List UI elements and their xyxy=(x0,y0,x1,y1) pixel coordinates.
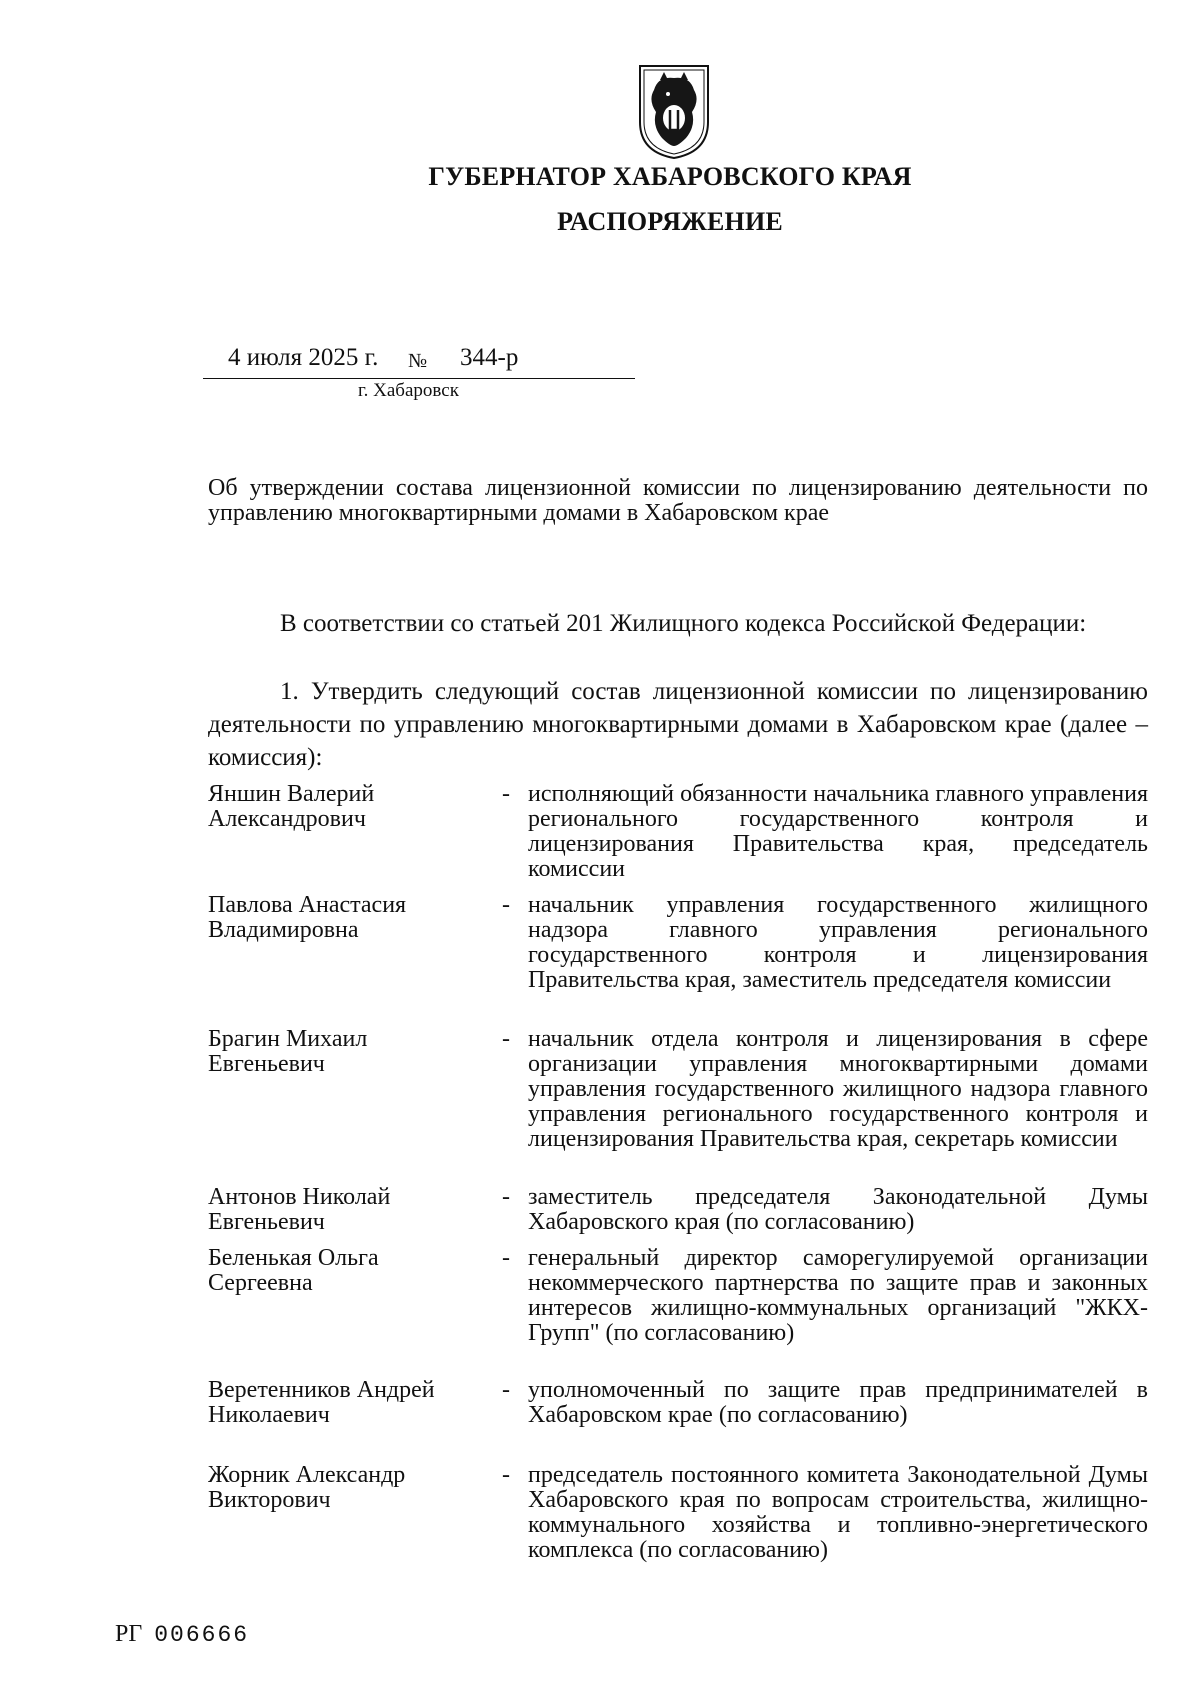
document-subject: Об утверждении состава лицензионной комиссии по лицензированию деятельности по управлению многоквартирными домами в Хабаровском крае xyxy=(208,475,1148,526)
member-dash: - xyxy=(502,1377,510,1403)
document-date: 4 июля 2025 г. xyxy=(228,344,379,371)
member-name: Беленькая Ольга Сергеевна xyxy=(208,1245,379,1296)
document-city: г. Хабаровск xyxy=(358,380,459,401)
form-code: 006666 xyxy=(154,1622,250,1648)
member-name: Павлова Анастасия Владимировна xyxy=(208,892,407,943)
member-role: начальник управления государственного жилищного надзора главного управления регионального государственного контроля и лицензирования Правительства края, заместитель председателя комиссии xyxy=(528,892,1148,993)
member-name: Яншин Валерий Александрович xyxy=(208,781,375,832)
form-series-footer xyxy=(115,1621,249,1648)
point-1-paragraph: 1. Утвердить следующий состав лицензионной комиссии по лицензированию деятельности по управлению многоквартирными домами в Хабаровском крае (далее – комиссия): xyxy=(208,678,1148,771)
member-role: уполномоченный по защите прав предпринимателей в Хабаровском крае (по согласованию) xyxy=(528,1377,1148,1428)
member-dash: - xyxy=(502,781,510,807)
member-dash: - xyxy=(502,1245,510,1271)
authority-title: ГУБЕРНАТОР ХАБАРОВСКОГО КРАЯ xyxy=(428,162,912,191)
member-name: Веретенников Андрей Николаевич xyxy=(208,1377,435,1428)
document-number: 344-р xyxy=(460,344,519,371)
member-role: председатель постоянного комитета Законодательной Думы Хабаровского края по вопросам строительства, жилищно-коммунального хозяйства и топливно-энергетического комплекса (по согласованию) xyxy=(528,1462,1148,1563)
coat-of-arms-icon xyxy=(634,60,714,160)
member-role: заместитель председателя Законодательной Думы Хабаровского края (по согласованию) xyxy=(528,1184,1148,1235)
member-role: исполняющий обязанности начальника главного управления регионального государственного контроля и лицензирования Правительства края, председатель комиссии xyxy=(528,781,1148,882)
member-name: Жорник Александр Викторович xyxy=(208,1462,406,1513)
member-dash: - xyxy=(502,1184,510,1210)
member-role: начальник отдела контроля и лицензирования в сфере организации управления многоквартирными домами управления государственного жилищного надзора главного управления регионального государственного контроля и лицензирования Правительства края, секретарь комиссии xyxy=(528,1026,1148,1152)
form-series: РГ xyxy=(115,1621,143,1647)
member-dash: - xyxy=(502,1026,510,1052)
document-type: РАСПОРЯЖЕНИЕ xyxy=(557,207,783,236)
member-role: генеральный директор саморегулируемой организации некоммерческого партнерства по защите прав и законных интересов жилищно-коммунальных организаций "ЖКХ-Групп" (по согласованию) xyxy=(528,1245,1148,1346)
number-sign: № xyxy=(408,350,428,372)
preamble-paragraph: В соответствии со статьей 201 Жилищного кодекса Российской Федерации: xyxy=(280,610,1087,637)
member-name: Брагин Михаил Евгеньевич xyxy=(208,1026,368,1077)
date-number-line xyxy=(203,344,635,379)
member-dash: - xyxy=(502,1462,510,1488)
member-name: Антонов Николай Евгеньевич xyxy=(208,1184,391,1235)
member-dash: - xyxy=(502,892,510,918)
